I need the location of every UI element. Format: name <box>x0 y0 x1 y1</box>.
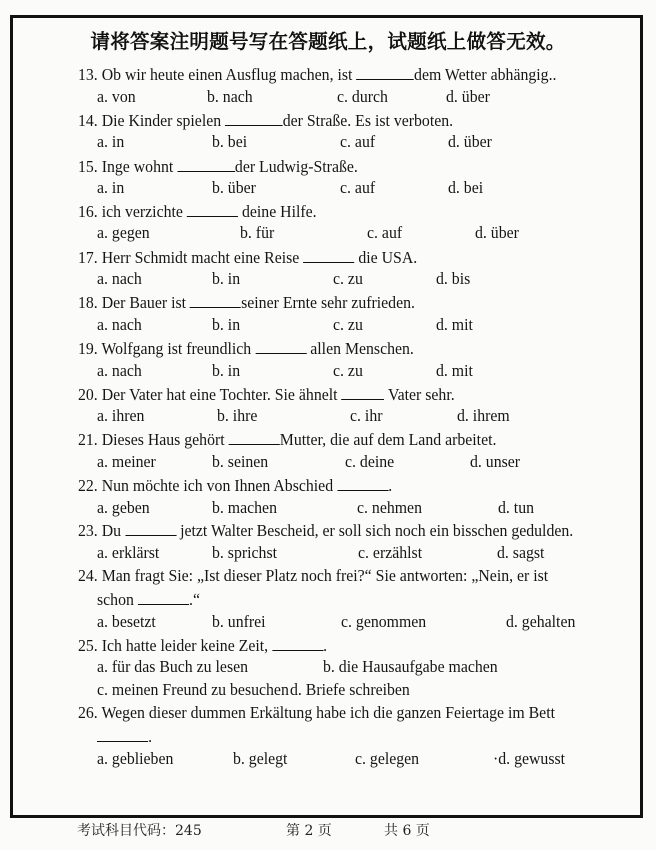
question-15-option-d: d. bei <box>448 178 484 197</box>
question-25-text <box>78 635 327 656</box>
question-14-option-b: b. bei <box>212 132 248 151</box>
question-number: 24. <box>78 566 102 585</box>
question-15-option-c: c. auf <box>340 178 376 197</box>
question-stem-continued: schon <box>97 590 138 609</box>
question-26-text <box>78 703 555 723</box>
question-18-text <box>78 292 415 313</box>
question-22-option-d: d. tun <box>498 498 535 517</box>
question-stem: Herr Schmidt macht eine Reise <box>101 248 304 267</box>
question-stem: Inge wohnt <box>101 157 178 176</box>
question-number: 19. <box>78 339 102 358</box>
answer-blank <box>337 475 388 491</box>
question-25-option-a: a. für das Buch zu lesen <box>97 657 249 676</box>
question-18-option-b: b. in <box>212 315 241 334</box>
question-stem: Wolfgang ist freundlich <box>101 339 256 358</box>
question-24-option-c: c. genommen <box>341 612 427 631</box>
question-stem-end: deine Hilfe. <box>238 202 317 221</box>
question-23-option-b: b. sprichst <box>212 543 277 562</box>
question-stem: Der Bauer ist <box>101 293 190 312</box>
question-19-option-d: d. mit <box>436 361 473 380</box>
question-22-option-b: b. machen <box>212 498 277 517</box>
question-15-text <box>78 156 358 177</box>
question-21-option-c: c. deine <box>345 452 395 471</box>
question-25-option-d: d. Briefe schreiben <box>290 680 410 699</box>
question-19-option-b: b. in <box>212 361 241 380</box>
answer-blank <box>97 726 148 742</box>
question-17-option-c: c. zu <box>333 269 363 288</box>
question-stem-end: . <box>148 727 153 746</box>
question-17-option-b: b. in <box>212 269 241 288</box>
question-16-option-b: b. für <box>240 223 275 242</box>
question-22-option-a: a. geben <box>97 498 150 517</box>
question-24-option-b: b. unfrei <box>212 612 266 631</box>
page-number: 第 2 页 <box>286 823 332 839</box>
question-18-option-c: c. zu <box>333 315 363 334</box>
question-stem-end: dem Wetter abhängig.. <box>414 65 557 84</box>
question-number: 25. <box>78 636 102 655</box>
question-stem: Dieses Haus gehört <box>101 430 229 449</box>
question-stem-end: Vater sehr. <box>384 385 455 404</box>
question-23-option-a: a. erklärst <box>97 543 160 562</box>
question-17-option-a: a. nach <box>97 269 142 288</box>
question-number: 23. <box>78 521 102 540</box>
question-26-option-b: b. gelegt <box>233 749 288 768</box>
question-number: 13. <box>78 65 102 84</box>
answer-blank <box>225 110 283 126</box>
answer-blank <box>341 384 384 400</box>
question-23-option-d: d. sagst <box>497 543 545 562</box>
question-stem: Man fragt Sie: „Ist dieser Platz noch frei?“ Sie antworten: „Nein, er ist <box>101 566 549 585</box>
question-number: 17. <box>78 248 102 267</box>
question-stem-end: Mutter, die auf dem Land arbeitet. <box>279 430 497 449</box>
question-21-text <box>78 429 496 450</box>
question-13-option-d: d. über <box>446 87 490 106</box>
question-20-option-d: d. ihrem <box>457 406 510 425</box>
answer-blank <box>138 589 189 605</box>
question-13-text <box>78 64 556 85</box>
question-number: 16. <box>78 202 102 221</box>
question-23-option-c: c. erzählst <box>358 543 423 562</box>
question-19-text <box>78 338 414 359</box>
question-25-option-c: c. meinen Freund zu besuchen <box>97 680 289 699</box>
answer-blank <box>303 247 354 263</box>
answer-blank <box>272 635 323 651</box>
answer-blank <box>190 292 241 308</box>
question-14-option-a: a. in <box>97 132 125 151</box>
question-stem-end: .“ <box>188 590 200 609</box>
question-stem: Der Vater hat eine Tochter. Sie ähnelt <box>101 385 342 404</box>
question-13-option-c: c. durch <box>337 87 388 106</box>
question-15-option-b: b. über <box>212 178 256 197</box>
question-16-text <box>78 201 317 222</box>
question-stem: Die Kinder spielen <box>101 111 226 130</box>
answer-blank <box>229 429 280 445</box>
question-17-text <box>78 247 417 268</box>
subject-code: 考试科目代码：245 <box>77 823 202 839</box>
page-total: 共 6 页 <box>384 823 430 839</box>
question-14-text <box>78 110 453 131</box>
question-18-option-d: d. mit <box>436 315 473 334</box>
question-16-option-a: a. gegen <box>97 223 150 242</box>
question-number: 21. <box>78 430 102 449</box>
question-14-option-c: c. auf <box>340 132 376 151</box>
question-stem-end: jetzt Walter Bescheid, er soll sich noch ein bisschen gedulden. <box>176 521 574 540</box>
question-number: 20. <box>78 385 102 404</box>
question-stem: Wegen dieser dummen Erkältung habe ich die ganzen Feiertage im Bett <box>101 703 555 722</box>
answer-blank <box>356 64 414 80</box>
question-19-option-c: c. zu <box>333 361 363 380</box>
question-26-text-continued <box>97 726 152 747</box>
question-stem: ich verzichte <box>101 202 187 221</box>
question-24-text <box>78 566 548 586</box>
question-21-option-a: a. meiner <box>97 452 156 471</box>
question-stem: Ob wir heute einen Ausflug machen, ist <box>101 65 357 84</box>
question-stem-end: . <box>323 636 328 655</box>
question-24-option-a: a. besetzt <box>97 612 156 631</box>
question-22-option-c: c. nehmen <box>357 498 422 517</box>
question-stem: Du <box>101 521 125 540</box>
question-21-option-b: b. seinen <box>212 452 269 471</box>
question-15-option-a: a. in <box>97 178 125 197</box>
question-stem-end: der Ludwig-Straße. <box>234 157 358 176</box>
question-19-option-a: a. nach <box>97 361 142 380</box>
question-13-option-b: b. nach <box>207 87 253 106</box>
question-13-option-a: a. von <box>97 87 136 106</box>
question-22-text <box>78 475 392 496</box>
answer-blank <box>177 156 235 172</box>
question-24-text-continued <box>97 589 200 610</box>
question-stem-end: die USA. <box>354 248 418 267</box>
question-26-option-d: ·d. gewusst <box>493 749 566 768</box>
question-23-text <box>78 520 573 541</box>
answer-blank <box>255 338 306 354</box>
question-20-option-a: a. ihren <box>97 406 145 425</box>
question-14-option-d: d. über <box>448 132 492 151</box>
question-stem-end: seiner Ernte sehr zufrieden. <box>241 293 415 312</box>
question-18-option-a: a. nach <box>97 315 142 334</box>
question-stem-end: . <box>388 476 393 495</box>
question-20-option-b: b. ihre <box>217 406 258 425</box>
question-17-option-d: d. bis <box>436 269 471 288</box>
question-number: 14. <box>78 111 102 130</box>
answer-blank <box>125 520 176 536</box>
question-26-option-c: c. gelegen <box>355 749 420 768</box>
instruction-heading: 请将答案注明题号写在答题纸上，试题纸上做答无效。 <box>90 30 566 53</box>
question-stem-end: allen Menschen. <box>306 339 414 358</box>
question-number: 22. <box>78 476 102 495</box>
question-21-option-d: d. unser <box>470 452 521 471</box>
question-number: 18. <box>78 293 102 312</box>
question-20-text <box>78 384 455 405</box>
question-25-option-b: b. die Hausaufgabe machen <box>323 657 498 676</box>
question-stem: Nun möchte ich von Ihnen Abschied <box>101 476 338 495</box>
question-stem: Ich hatte leider keine Zeit, <box>101 636 273 655</box>
question-16-option-c: c. auf <box>367 223 403 242</box>
question-number: 26. <box>78 703 102 722</box>
question-24-option-d: d. gehalten <box>506 612 576 631</box>
question-stem-end: der Straße. Es ist verboten. <box>282 111 454 130</box>
answer-blank <box>187 201 238 217</box>
question-26-option-a: a. geblieben <box>97 749 174 768</box>
question-20-option-c: c. ihr <box>350 406 383 425</box>
question-16-option-d: d. über <box>475 223 519 242</box>
question-number: 15. <box>78 157 102 176</box>
